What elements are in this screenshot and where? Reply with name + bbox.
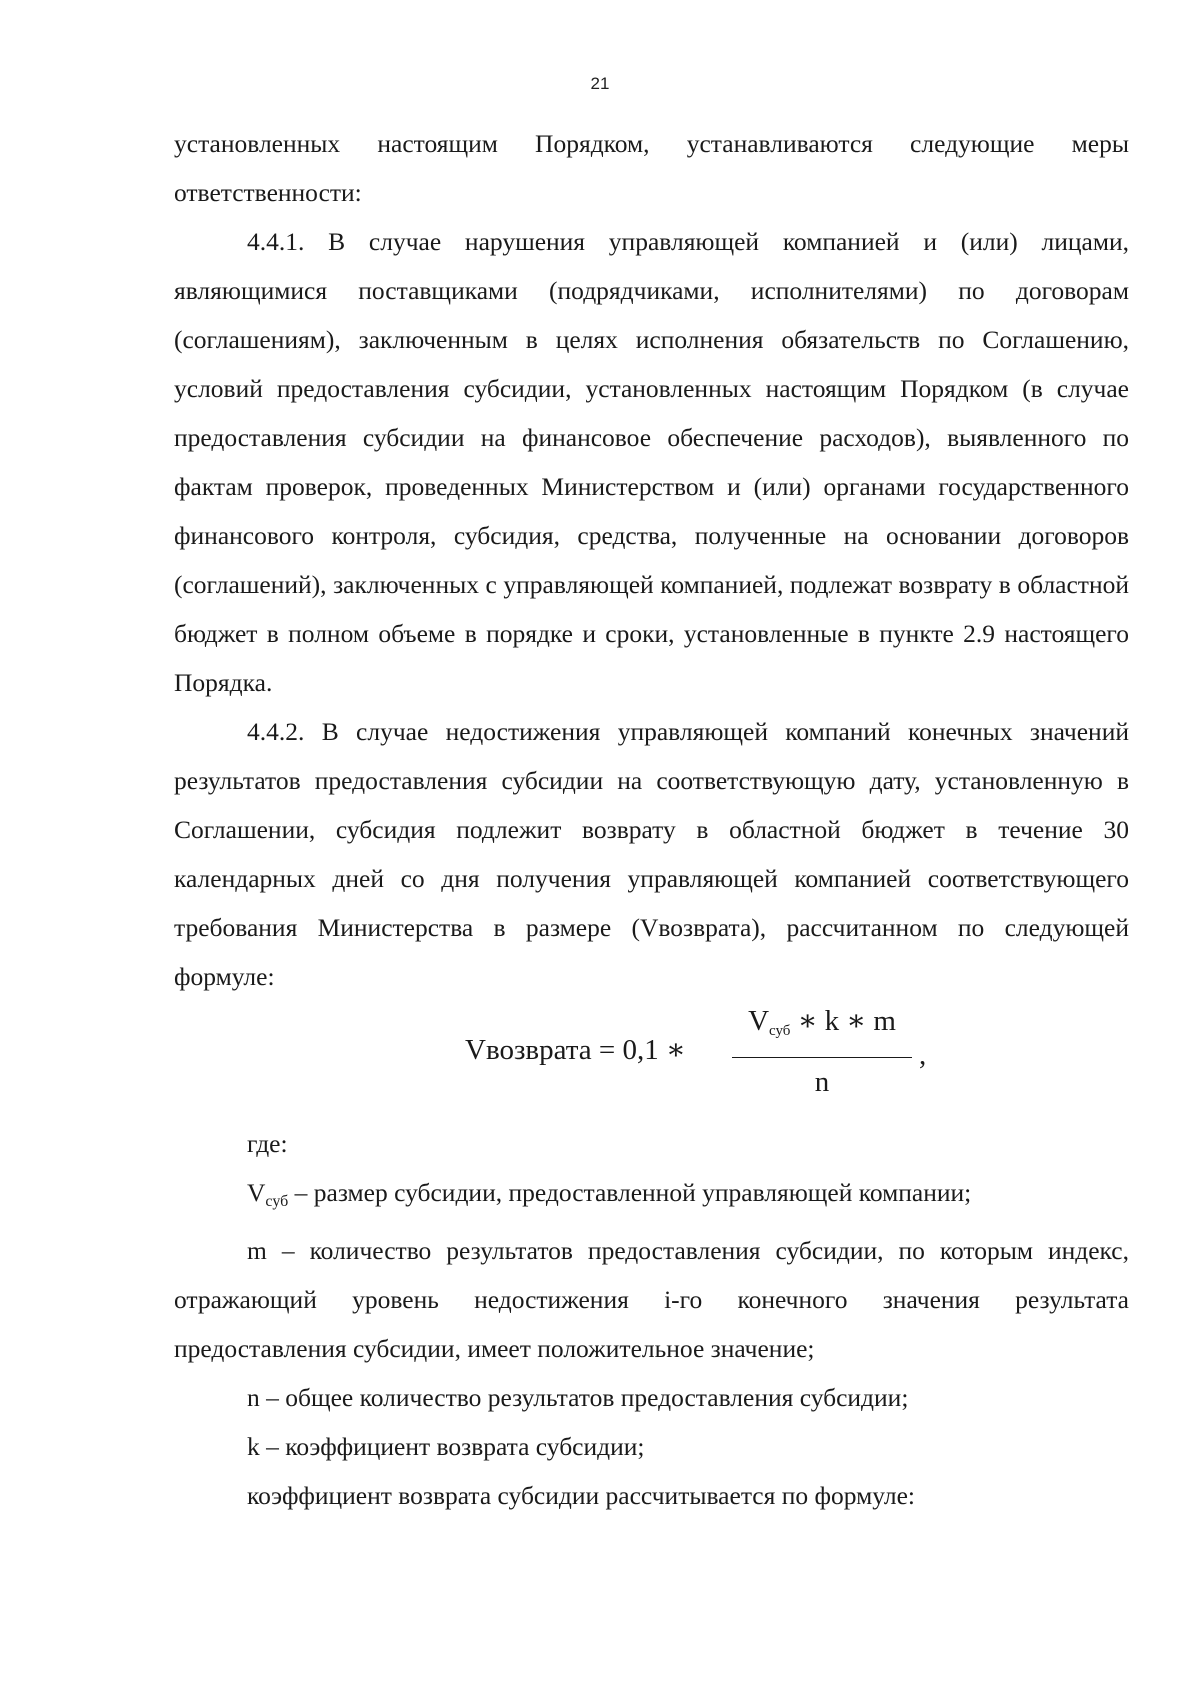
formula-lhs: Vвозврата = 0,1 ∗ (465, 1034, 686, 1066)
legend-vsub-subscript: суб (265, 1193, 289, 1210)
formula-denominator: n (814, 1066, 830, 1098)
paragraph-4-4-2: 4.4.2. В случае недостижения управляющей компаний конечных значений результатов предоставления субсидии на соответствующую дату, установленную в Соглашении, субсидия подлежит возврату в областной бюджет в течение 30 календарных дней со дня получения управляющей компанией соответствующего требования Министерства в размере (Vвозврата), рассчитанном по следующей формуле: (174, 717, 1129, 991)
return-formula (174, 1001, 1129, 1119)
formula-numerator (732, 1001, 912, 1051)
paragraph-4-4-1: 4.4.1. В случае нарушения управляющей компанией и (или) лицами, являющимися поставщиками (подрядчиками, исполнителями) по договорам (соглашениям), заключенным в целях исполнения обязательств по Соглашению, условий предоставления субсидии, установленных настоящим Порядком (в случае предоставления субсидии на финансовое обеспечение расходов), выявленного по фактам проверок, проведенных Министерством и (или) органами государственного финансового контроля, субсидия, средства, полученные на основании договоров (соглашений), заключенных с управляющей компанией, подлежат возврату в областной бюджет в полном объеме в порядке и сроки, установленные в пункте 2.9 настоящего Порядка. (174, 227, 1129, 697)
document-body (174, 119, 1129, 1520)
formula-num-rest: ∗ k ∗ m (790, 1005, 896, 1037)
legend-m: m – количество результатов предоставления субсидии, по которым индекс, отражающий уровень недостижения i-го конечного значения результата предоставления субсидии, имеет положительное значение; (174, 1236, 1129, 1363)
formula-comma: , (919, 1039, 927, 1071)
paragraph-intro: установленных настоящим Порядком, устанавливаются следующие меры ответственности: (174, 129, 1129, 207)
legend-vsub-text: – размер субсидии, предоставленной управляющей компании; (288, 1178, 972, 1207)
formula-num-subscript: суб (769, 1023, 791, 1039)
legend-vsub-symbol: V (247, 1178, 266, 1207)
formula-fraction (732, 1001, 912, 1102)
legend-n: n – общее количество результатов предоставления субсидии; (247, 1383, 909, 1412)
formula-num-v: V (748, 1005, 770, 1037)
legend-vsub (174, 1168, 1129, 1226)
legend-coefficient-intro: коэффициент возврата субсидии рассчитывается по формуле: (247, 1481, 915, 1510)
legend-k: k – коэффициент возврата субсидии; (247, 1432, 645, 1461)
legend-where: где: (247, 1129, 288, 1158)
page-number: 21 (590, 74, 610, 93)
fraction-bar (732, 1057, 912, 1058)
